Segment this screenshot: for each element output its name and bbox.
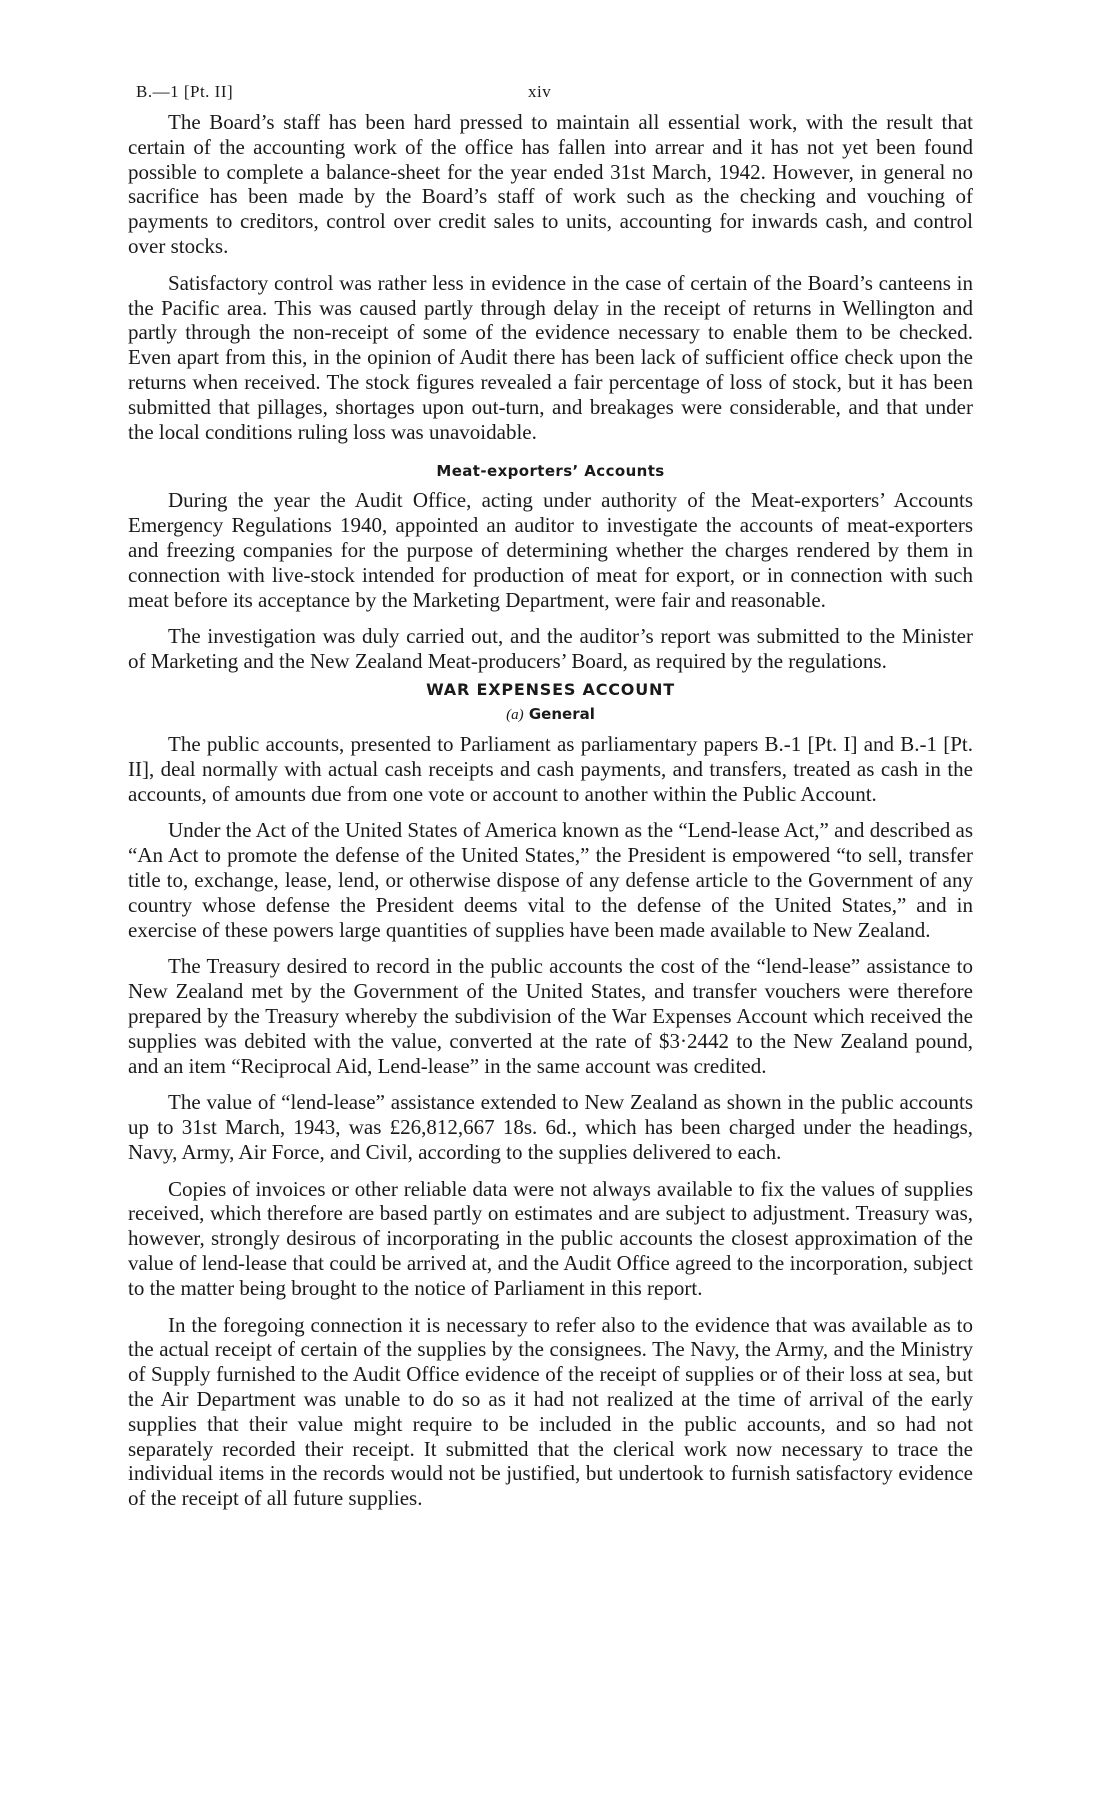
running-header	[128, 82, 973, 110]
section-heading-meat-exporters: Meat-exporters’ Accounts	[436, 462, 665, 481]
paragraph-evidence-receipt: In the foregoing connection it is necessary to refer also to the evidence that was available as to the actual receipt of certain of the supplies by the consignees. The Navy, the Army, and the Ministry of Supply furnished to the Audit Office evidence of the receipt of supplies or of their loss at sea, but the Air Department was unable to do so as it had not realized at the time of arrival of the early supplies that their value might require to be included in the public accounts, and so had not separately recorded their receipt. It submitted that the clerical work now necessary to trace the individual items in the records would not be justified, but undertook to furnish satisfactory evidence of the receipt of all future supplies.	[128, 1312, 973, 1511]
paragraph-board-staff: The Board’s staff has been hard pressed to maintain all essential work, with the result that certain of the accounting work of the office has fallen into arrear and it has not yet been found possible to complete a balance-sheet for the year ended 31st March, 1942. However, in general no sacrifice has been made by the Board’s staff of work such as the checking and vouching of payments to creditors, control over credit sales to units, accounting for inwards cash, and control over stocks.	[128, 110, 973, 258]
paragraph-meat-audit: During the year the Audit Office, acting under authority of the Meat-exporters’ Accounts Emergency Regulations 1940, appointed an auditor to investigate the accounts of meat-exporters and freezing companies for the purpose of determining whether the charges rendered by them in connection with live-stock intended for production of meat for export, or in connection with such meat before its acceptance by the Marketing Department, were fair and reasonable.	[128, 488, 973, 612]
paragraph-canteens: Satisfactory control was rather less in evidence in the case of certain of the Board’s canteens in the Pacific area. This was caused partly through delay in the receipt of returns in Wellington and partly through the non-receipt of some of the evidence necessary to enable them to be checked. Even apart from this, in the opinion of Audit there has been lack of sufficient office check upon the returns when received. The stock figures revealed a fair percentage of loss of stock, but it has been submitted that pillages, shortages upon out-turn, and breakages were considerable, and that under the local conditions ruling loss was unavoidable.	[128, 270, 973, 444]
subsection-title: General	[528, 704, 595, 723]
paragraph-public-accounts: The public accounts, presented to Parliament as parliamentary papers B.-1 [Pt. I] and B.-1 [Pt. II], deal normally with actual cash receipts and cash payments, and transfers, treated as cash in the accounts, of amounts due from one vote or account to another within the Public Account.	[128, 731, 973, 806]
paragraph-invoices: Copies of invoices or other reliable data were not always available to fix the values of supplies received, which therefore are based partly on estimates and are subject to adjustment. Treasury was, however, strongly desirous of incorporating in the public accounts the closest approximation of the value of lend-lease that could be arrived at, and the Audit Office agreed to the incorporation, subject to the matter being brought to the notice of Parliament in this report.	[128, 1176, 973, 1300]
paragraph-lend-lease-value: The value of “lend-lease” assistance extended to New Zealand as shown in the public accounts up to 31st March, 1943, was £26,812,667 18s. 6d., which has been charged under the headings, Navy, Army, Air Force, and Civil, according to the supplies delivered to each.	[128, 1090, 973, 1164]
paragraph-lend-lease-act: Under the Act of the United States of America known as the “Lend-lease Act,” and described as “An Act to promote the defense of the United States,” the President is empowered “to sell, transfer title to, exchange, lease, lend, or otherwise dispose of any defense article to the Government of any country whose defense the President deems vital to the defense of the United States,” and in exercise of these powers large quantities of supplies have been made available to New Zealand.	[128, 818, 973, 942]
subsection-marker: (a)	[506, 706, 524, 723]
document-reference: B.—1 [Pt. II]	[136, 82, 234, 101]
paragraph-meat-investigation: The investigation was duly carried out, and the auditor’s report was submitted to the Minister of Marketing and the New Zealand Meat-producers’ Board, as required by the regulations.	[128, 624, 973, 674]
subsection-heading-general	[128, 705, 973, 724]
section-heading-war-expenses: WAR EXPENSES ACCOUNT	[426, 679, 675, 699]
page-number: xiv	[528, 82, 552, 101]
paragraph-treasury-record: The Treasury desired to record in the public accounts the cost of the “lend-lease” assistance to New Zealand met by the Government of the United States, and transfer vouchers were therefore prepared by the Treasury whereby the subdivision of the War Expenses Account which received the supplies was debited with the value, converted at the rate of $3·2442 to the New Zealand pound, and an item “Reciprocal Aid, Lend-lease” in the same account was credited.	[128, 954, 973, 1078]
